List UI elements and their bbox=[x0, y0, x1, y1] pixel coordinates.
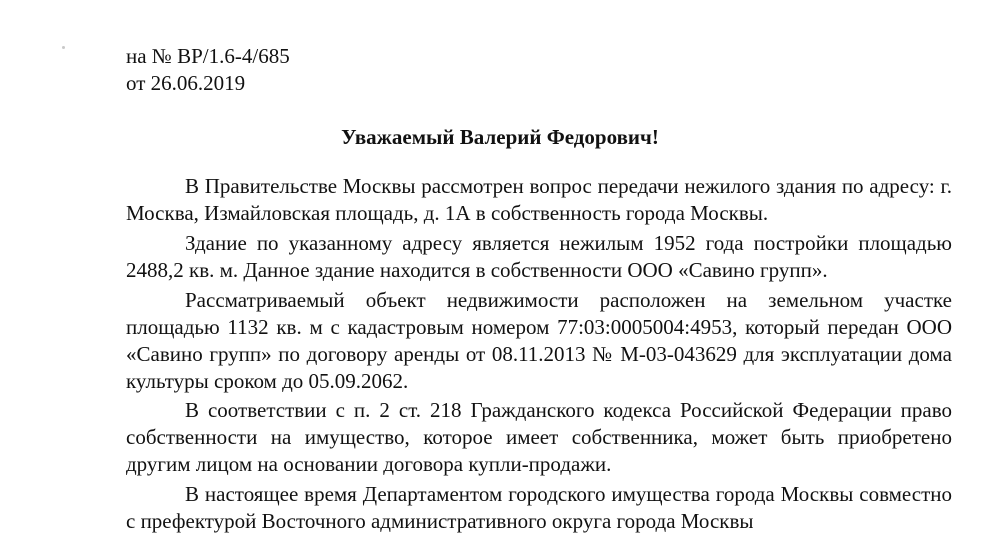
body-paragraph: В соответствии с п. 2 ст. 218 Гражданского кодекса Российской Федерации право собственности на имущество, которое имеет собственника, может быть приобретено другим лицом на основании договора купли-продажи. bbox=[126, 398, 952, 477]
body-paragraph: Рассматриваемый объект недвижимости расположен на земельном участке площадью 1132 кв. м с кадастровым номером 77:03:0005004:4953, который передан ООО «Савино групп» по договору аренды от 08.11.2013 № М-03-043629 для эксплуатации дома культуры сроком до 05.09.2062. bbox=[126, 287, 952, 393]
body-paragraph: Здание по указанному адресу является нежилым 1952 года постройки площадью 2488,2 кв. м. Данное здание находится в собственности ООО «Савино групп». bbox=[126, 230, 952, 282]
reference-date: от 26.06.2019 bbox=[126, 71, 246, 95]
letter-body bbox=[126, 173, 952, 538]
reference-number: на № ВР/1.6-4/685 bbox=[126, 44, 290, 68]
body-paragraph: В Правительстве Москвы рассмотрен вопрос передачи нежилого здания по адресу: г. Москва, Измайловская площадь, д. 1А в собственность города Москвы. bbox=[126, 174, 952, 225]
salutation: Уважаемый Валерий Федорович! bbox=[341, 125, 659, 149]
body-paragraph: В настоящее время Департаментом городского имущества города Москвы совместно с префектурой Восточного административного округа города Москвы bbox=[126, 482, 952, 534]
scan-speck bbox=[62, 46, 65, 49]
